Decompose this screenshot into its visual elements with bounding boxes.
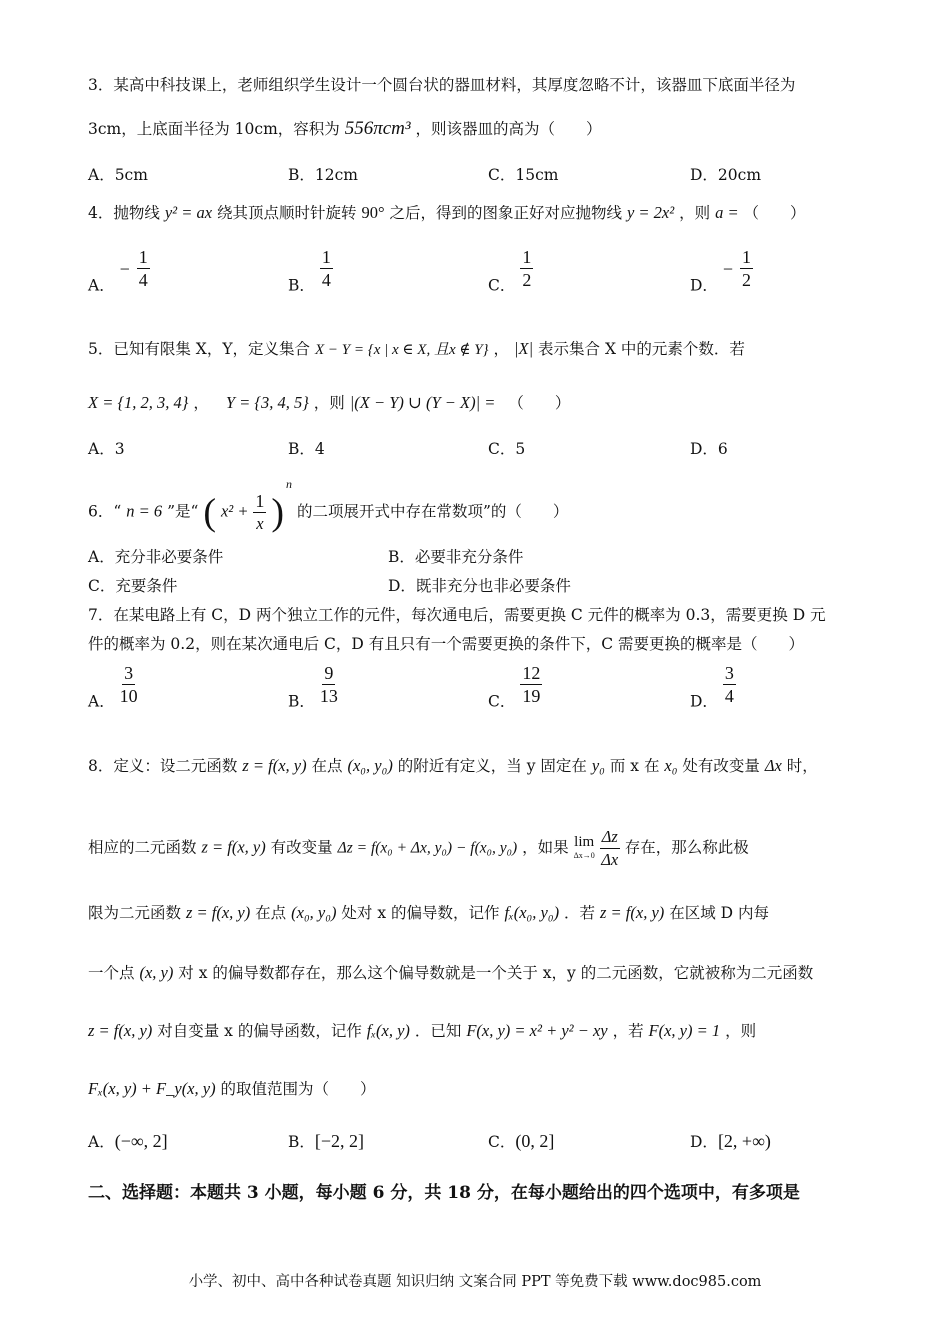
q6-option-c: C．充要条件 bbox=[88, 577, 178, 595]
left-paren: ( bbox=[203, 491, 217, 534]
q5-text-d: ，则 bbox=[313, 394, 345, 412]
q3-option-b: B．12cm bbox=[288, 166, 358, 184]
q5-expression: |(X − Y) ∪ (Y − X)| = bbox=[349, 393, 496, 412]
q6-text-c: 的二项展开式中存在常数项”的（ ） bbox=[296, 502, 569, 521]
q8-text: 相应的二元函数 bbox=[88, 838, 197, 857]
fraction-numerator: Δz bbox=[600, 826, 620, 849]
q7-fraction-c bbox=[520, 662, 542, 707]
fraction-denominator: 2 bbox=[522, 270, 532, 290]
q8-text: 的附近有定义，当 y 固定在 bbox=[397, 757, 587, 775]
q5-option-a: A．3 bbox=[88, 440, 125, 458]
q8-option-value: (0, 2] bbox=[515, 1131, 555, 1151]
q5-sets bbox=[88, 392, 880, 414]
q8-text: 在点 bbox=[311, 757, 343, 775]
q8-text: 而 x 在 bbox=[609, 757, 660, 775]
q8-point-xy: (x, y) bbox=[139, 963, 174, 982]
q6-option-b: B．必要非充分条件 bbox=[388, 548, 524, 566]
fraction-numerator: 3 bbox=[124, 663, 134, 683]
q8-text: ．已知 bbox=[414, 1022, 462, 1040]
q4-text-c: 之后，得到的图象正好对应抛物线 bbox=[389, 204, 622, 222]
q8-function: z = f(x, y) bbox=[600, 903, 665, 922]
q5-comma: ， bbox=[193, 394, 209, 412]
q5-paren: （ ） bbox=[508, 394, 571, 412]
page-footer: 小学、初中、高中各种试卷真题 知识归纳 文案合同 PPT 等免费下载 www.doc985.com bbox=[188, 1274, 762, 1290]
q8-option-label: C． bbox=[488, 1133, 516, 1151]
q8-text: 在点 bbox=[255, 904, 287, 922]
q4-fraction-a bbox=[137, 246, 150, 291]
q8-partial-at-point: fₓ(x₀, y₀) bbox=[504, 903, 560, 922]
q8-y0: y₀ bbox=[591, 756, 605, 775]
q4-option-c bbox=[488, 246, 533, 297]
q4-option-label: B． bbox=[288, 276, 315, 295]
fraction-denominator: Δx bbox=[601, 850, 619, 869]
q6-binomial bbox=[203, 477, 293, 535]
q8-x0: x₀ bbox=[664, 756, 678, 775]
q8-option-b bbox=[288, 1130, 364, 1153]
q3-text-b: ，则该器皿的高为（ ） bbox=[415, 120, 602, 138]
fraction-denominator: 13 bbox=[319, 686, 338, 706]
q7-option-c bbox=[488, 662, 542, 713]
q7-fraction-a bbox=[120, 662, 138, 707]
q8-text: ．若 bbox=[564, 904, 596, 922]
q5-definition: X − Y = {x | x ∈ X, 且x ∉ Y} bbox=[315, 342, 489, 358]
fraction-denominator: 19 bbox=[522, 686, 541, 706]
q8-function: z = f(x, y) bbox=[201, 837, 266, 857]
q8-text: 在区域 D 内每 bbox=[669, 904, 770, 922]
q4-stem bbox=[88, 202, 880, 224]
q8-text: ，如果 bbox=[522, 838, 569, 857]
q8-option-a bbox=[88, 1130, 168, 1153]
fraction-denominator: 4 bbox=[138, 270, 148, 290]
section-heading: 二、选择题：本题共 3 小题，每小题 6 分，共 18 分，在每小题给出的四个选项中，有多项是 bbox=[88, 1183, 800, 1203]
q8-line1 bbox=[88, 755, 894, 777]
q7-fraction-d bbox=[723, 662, 736, 707]
fraction-denominator: 2 bbox=[741, 270, 751, 290]
q8-option-value: [−2, 2] bbox=[314, 1131, 365, 1151]
q4-sign: − bbox=[722, 258, 734, 279]
q5-text-a: 5．已知有限集 X，Y，定义集合 bbox=[88, 340, 311, 358]
limit-subscript: Δx→0 bbox=[573, 850, 595, 860]
q7-option-label: D． bbox=[690, 692, 718, 711]
fraction-numerator: 9 bbox=[324, 663, 334, 683]
q8-option-label: B． bbox=[288, 1133, 315, 1151]
q7-fraction-b bbox=[320, 662, 338, 707]
q8-option-label: A． bbox=[88, 1133, 115, 1151]
q8-text: 有改变量 bbox=[270, 838, 333, 857]
q8-line2 bbox=[88, 826, 880, 871]
q8-option-d bbox=[690, 1130, 771, 1153]
q4-fraction-c bbox=[520, 246, 533, 291]
q8-text: 对 x 的偏导数都存在，那么这个偏导数就是一个关于 x，y 的二元函数，它就被称为二元函数 bbox=[178, 964, 814, 982]
q8-function: z = f(x, y) bbox=[242, 756, 307, 775]
q4-option-label: C． bbox=[488, 276, 516, 295]
q8-line4 bbox=[88, 962, 880, 984]
q6-base: x² + bbox=[220, 501, 249, 521]
right-paren: ) bbox=[271, 491, 285, 534]
q4-option-d bbox=[690, 246, 753, 297]
q3-line1: 3．某高中科技课上，老师组织学生设计一个圆台状的器皿材料，其厚度忽略不计，该器皿下底面半径为 bbox=[88, 76, 796, 94]
q7-line1: 7．在某电路上有 C，D 两个独立工作的元件，每次通电后，需要更换 C 元件的概率为 0.3，需要更换 D 元 bbox=[88, 606, 826, 624]
q4-option-b bbox=[288, 246, 333, 297]
q8-point: (x₀, y₀) bbox=[291, 903, 337, 922]
q7-option-label: B． bbox=[288, 692, 315, 711]
fraction-denominator: 10 bbox=[119, 686, 138, 706]
q3-option-d: D．20cm bbox=[690, 166, 762, 184]
q4-text-b: 绕其顶点顺时针旋转 bbox=[216, 204, 357, 222]
q4-fraction-b bbox=[320, 246, 333, 291]
q6-option-d: D．既非充分也非必要条件 bbox=[388, 577, 571, 595]
q8-text: 处对 x 的偏导数，记作 bbox=[341, 904, 500, 922]
fraction-denominator: 4 bbox=[724, 686, 734, 706]
q3-line2 bbox=[88, 118, 880, 140]
q4-angle: 90° bbox=[361, 203, 385, 222]
q5-stem bbox=[88, 338, 880, 361]
q6-text-a: 6．“ bbox=[88, 502, 122, 521]
q6-stem bbox=[88, 477, 880, 535]
q8-line3 bbox=[88, 902, 880, 924]
q7-option-d bbox=[690, 662, 736, 713]
q7-option-label: C． bbox=[488, 692, 516, 711]
q6-fraction bbox=[253, 490, 266, 535]
q5-abs: |X| bbox=[513, 339, 534, 358]
q4-text-a: 4．抛物线 bbox=[88, 204, 160, 222]
q5-set-x: X = {1, 2, 3, 4} bbox=[88, 393, 189, 412]
q5-set-y: Y = {3, 4, 5} bbox=[225, 393, 309, 412]
q4-text-d: ，则 bbox=[679, 204, 711, 222]
limit-operator: lim bbox=[574, 833, 595, 850]
q8-limit bbox=[574, 835, 595, 863]
q5-option-c: C．5 bbox=[488, 440, 526, 458]
q8-line6 bbox=[88, 1078, 880, 1100]
q8-function: z = f(x, y) bbox=[88, 1021, 153, 1040]
q7-option-label: A． bbox=[88, 692, 115, 711]
q4-option-a bbox=[88, 246, 150, 297]
q5-option-b: B．4 bbox=[288, 440, 325, 458]
fraction-numerator: 1 bbox=[138, 247, 148, 267]
q8-partial-function: fₓ(x, y) bbox=[366, 1021, 410, 1040]
q4-option-label: D． bbox=[690, 276, 718, 295]
q8-line5 bbox=[88, 1020, 880, 1042]
q3-volume: 556πcm³ bbox=[344, 118, 411, 139]
fraction-denominator: 4 bbox=[321, 270, 331, 290]
q6-exponent: n bbox=[286, 477, 293, 491]
q4-eq1: y² = ax bbox=[164, 203, 213, 222]
q7-option-b bbox=[288, 662, 338, 713]
q8-text: ，若 bbox=[612, 1022, 644, 1040]
q8-option-label: D． bbox=[690, 1133, 718, 1151]
fraction-numerator: 12 bbox=[522, 663, 541, 683]
q8-text: 一个点 bbox=[88, 964, 135, 982]
fraction-numerator: 3 bbox=[724, 663, 734, 683]
q6-option-a: A．充分非必要条件 bbox=[88, 548, 224, 566]
q8-delta-z: Δz = f(x₀ + Δx, y₀) − f(x₀, y₀) bbox=[337, 839, 518, 857]
fraction-numerator: 1 bbox=[522, 247, 532, 267]
q8-text: 对自变量 x 的偏导函数，记作 bbox=[157, 1022, 362, 1040]
q4-eq2: y = 2x² bbox=[626, 203, 675, 222]
q8-text: 8．定义：设二元函数 bbox=[88, 757, 238, 775]
fraction-numerator: 1 bbox=[321, 247, 331, 267]
q4-text-e: （ ） bbox=[743, 204, 806, 222]
q4-var: a = bbox=[715, 203, 739, 222]
q4-option-label: A． bbox=[88, 276, 115, 295]
q3-text-a: 3cm，上底面半径为 10cm，容积为 bbox=[88, 120, 340, 138]
q5-text-c: 表示集合 X 中的元素个数．若 bbox=[538, 340, 745, 358]
q8-sum-expression: Fₓ(x, y) + F_y(x, y) bbox=[88, 1079, 216, 1098]
q7-line2: 件的概率为 0.2，则在某次通电后 C，D 有且只有一个需要更换的条件下，C 需要更换的概率是（ ） bbox=[88, 635, 805, 653]
q8-text: 的取值范围为（ ） bbox=[220, 1080, 376, 1098]
fraction-numerator: 1 bbox=[255, 491, 265, 511]
q8-option-c bbox=[488, 1130, 554, 1153]
q8-F-definition: F(x, y) = x² + y² − xy bbox=[466, 1021, 608, 1040]
q8-option-value: [2, +∞) bbox=[717, 1131, 771, 1151]
q8-text: 处有改变量 bbox=[682, 757, 760, 775]
fraction-denominator: x bbox=[256, 514, 264, 533]
q8-text: ，则 bbox=[725, 1022, 757, 1040]
q5-option-d: D．6 bbox=[690, 440, 728, 458]
q4-fraction-d bbox=[740, 246, 753, 291]
q8-point: (x₀, y₀) bbox=[347, 756, 393, 775]
q8-text: 限为二元函数 bbox=[88, 904, 182, 922]
q3-option-c: C．15cm bbox=[488, 166, 559, 184]
q7-option-a bbox=[88, 662, 138, 713]
q8-delta-x: Δx bbox=[764, 756, 782, 775]
q8-text: 时， bbox=[786, 757, 818, 775]
q6-text-b: ”是“ bbox=[167, 502, 199, 521]
q8-text: 存在，那么称此极 bbox=[624, 838, 749, 857]
q6-condition: n = 6 bbox=[126, 501, 163, 521]
q4-sign: − bbox=[119, 258, 130, 279]
q5-text-b: ， bbox=[493, 340, 510, 358]
fraction-numerator: 1 bbox=[741, 247, 751, 267]
q8-limit-fraction bbox=[600, 826, 620, 871]
q8-option-value: (−∞, 2] bbox=[114, 1131, 168, 1151]
q3-option-a: A．5cm bbox=[88, 166, 148, 184]
q8-function: z = f(x, y) bbox=[185, 903, 251, 922]
q8-F-condition: F(x, y) = 1 bbox=[648, 1021, 721, 1040]
